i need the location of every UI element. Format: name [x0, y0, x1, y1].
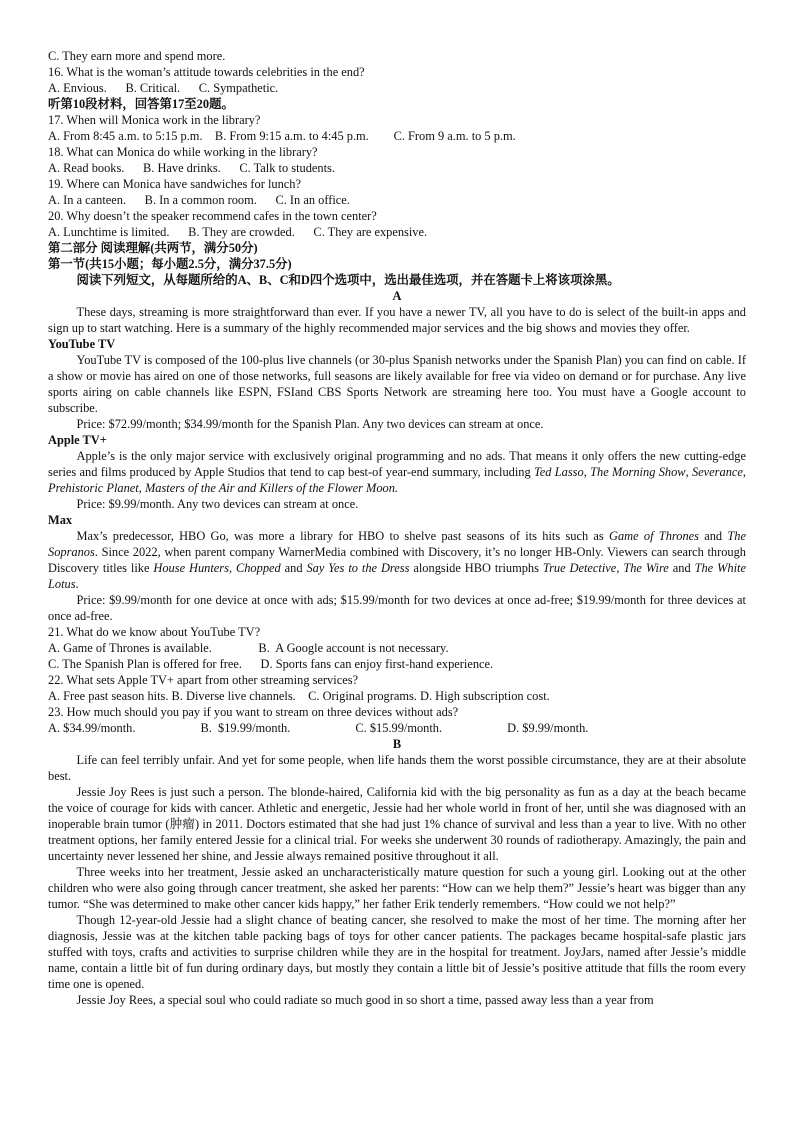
passage-b-p4: Though 12-year-old Jessie had a slight chance of beating cancer, she resolved to make the most of her time. The morning after her diagnosis, Jessie was at the kitchen table packing bags of toys for other cancer patients. The packages became hospital-safe plastic jars stuffed with toys, crafts and activities to surprise children while they are in the hospital for treatment. JoyJars, named after Jessie’s middle name, contain a little bit of fun during ordinary days, but mostly they contain a little bit of Jessie’s positive attitude that fills the room every time one is opened. — [48, 913, 746, 991]
q21-stem: 21. What do we know about YouTube TV? — [48, 625, 261, 639]
max-price: Price: $9.99/month for one device at once with ads; $15.99/month for two devices at once ad-free; $19.99/month for three devices at once ad-free. — [48, 593, 746, 623]
apple-price: Price: $9.99/month. Any two devices can stream at once. — [76, 497, 359, 511]
youtube-body: YouTube TV is composed of the 100-plus live channels (or 30-plus Spanish networks under the Spanish Plan) you can find on cable. If a show or movie has aired on one of those networks, full seasons are likely available for free via video on demand or for purchase. Any live sports airing on cable channels like ESPN, FSIand CBS Sports Network are streaming here too. You must have a Google account to subscribe. — [48, 353, 746, 415]
q23-options: A. $34.99/month. B. $19.99/month. C. $15.99/month. D. $9.99/month. — [48, 721, 589, 735]
q17-stem: 17. When will Monica work in the library? — [48, 113, 261, 127]
passage-b-p5: Jessie Joy Rees, a special soul who could radiate so much good in so short a time, passed away less than a year from — [76, 993, 654, 1007]
apple-body: Apple’s is the only major service with exclusively original programming and no ads. That means it only offers the new cutting-edge series and films produced by Apple Studios that tend to cap best-of year-end summary, including Ted Lasso, The Morning Show, Severance, Prehistoric Planet, Masters of the Air and Killers of the Flower Moon. — [48, 449, 746, 495]
q16-stem: 16. What is the woman’s attitude towards celebrities in the end? — [48, 65, 365, 79]
q21-options-row1: A. Game of Thrones is available. B. A Google account is not necessary. — [48, 641, 449, 655]
q22-stem: 22. What sets Apple TV+ apart from other streaming services? — [48, 673, 359, 687]
title-prehistoric-planet: Prehistoric Planet — [48, 481, 139, 495]
reading-instruction: 阅读下列短文，从每题所给的A、B、C和D四个选项中，选出最佳选项，并在答题卡上将该项涂黑。 — [76, 273, 620, 287]
part-two-title: 第二部分 阅读理解(共两节，满分50分) — [48, 241, 258, 255]
title-chopped: Chopped — [235, 561, 281, 575]
passage-b-p1: Life can feel terribly unfair. And yet for some people, when life hands them the worst possible circumstance, they are at their absolute best. — [48, 753, 746, 783]
q23-stem: 23. How much should you pay if you want to stream on three devices without ads? — [48, 705, 459, 719]
passage-b-p3: Three weeks into her treatment, Jessie asked an uncharacteristically mature question for such a young girl. Looking out at the other children who were also going through cancer treatment, she asked her parents: “How can we help them?” Jessie’s heart was bigger than any tumor. “She was determined to make other cancer kids happy,” her father Erik tenderly remembers. “How could we not help?” — [48, 865, 746, 911]
title-the-wire: The Wire — [623, 561, 669, 575]
q17-options: A. From 8:45 a.m. to 5:15 p.m. B. From 9:15 a.m. to 4:45 p.m. C. From 9 a.m. to 5 p.m. — [48, 129, 516, 143]
title-severance: Severance — [691, 465, 743, 479]
apple-heading: Apple TV+ — [48, 433, 107, 447]
title-true-detective: True Detective — [542, 561, 617, 575]
title-ted-lasso: Ted Lasso — [534, 465, 584, 479]
title-say-yes: Say Yes to the Dress — [306, 561, 410, 575]
title-sopranos: The Sopranos — [48, 529, 746, 559]
max-heading: Max — [48, 513, 73, 527]
max-body: Max’s predecessor, HBO Go, was more a library for HBO to shelve past seasons of its hits such as Game of Thrones and The Sopranos. Since 2022, when parent company WarnerMedia combined with Discovery, it’s no longer HB-Only. Viewers can search through Discovery titles like House Hunters, Chopped and Say Yes to the Dress alongside HBO triumphs True Detective, The Wire and The White Lotus. — [48, 529, 746, 591]
q16-options: A. Envious. B. Critical. C. Sympathetic. — [48, 81, 279, 95]
title-game-of-thrones: Game of Thrones — [609, 529, 699, 543]
section10-header: 听第10段材料，回答第17至20题。 — [48, 97, 234, 111]
passage-b-p2: Jessie Joy Rees is just such a person. The blonde-haired, California kid with the big personality as fun as a day at the beach became the voice of courage for kids with cancer. Athletic and energetic, Jessie had her whole world in front of her, until she was diagnosed with an inoperable brain tumor (肿瘤) in 2011. Doctors estimated that she had just 1% chance of survival and less than a year to live. With no other treatment options, her family entered Jessie for a clinical trial. For weeks she underwent 30 rounds of radiotherapy. Amazingly, the pain and uncertainty never lessened her shine, and Jessie always remained positive throughout it all. — [48, 785, 746, 863]
title-masters-killers: Masters of the Air and Killers of the Flower Moon. — [144, 481, 399, 495]
title-white-lotus: The White Lotus — [48, 561, 746, 591]
youtube-heading: YouTube TV — [48, 337, 116, 351]
passage-a-intro: These days, streaming is more straightforward than ever. If you have a newer TV, all you have to do is select of the built-in apps and sign up to start watching. Here is a summary of the highly recommended major services and the big shows and movies they offer. — [48, 305, 746, 335]
q19-stem: 19. Where can Monica have sandwiches for lunch? — [48, 177, 301, 191]
title-morning-show: The Morning Show — [590, 465, 686, 479]
passage-b-label: B — [392, 737, 402, 751]
q15-option-c: C. They earn more and spend more. — [48, 49, 226, 63]
q21-options-row2: C. The Spanish Plan is offered for free. D. Sports fans can enjoy first-hand experience. — [48, 657, 494, 671]
q20-stem: 20. Why doesn’t the speaker recommend cafes in the town center? — [48, 209, 377, 223]
q22-options: A. Free past season hits. B. Diverse live channels. C. Original programs. D. High subscription cost. — [48, 689, 550, 703]
passage-a-label: A — [392, 289, 402, 303]
title-house-hunters: House Hunters — [153, 561, 229, 575]
q18-stem: 18. What can Monica do while working in the library? — [48, 145, 318, 159]
q20-options: A. Lunchtime is limited. B. They are crowded. C. They are expensive. — [48, 225, 428, 239]
youtube-price: Price: $72.99/month; $34.99/month for the Spanish Plan. Any two devices can stream at once. — [76, 417, 544, 431]
q18-options: A. Read books. B. Have drinks. C. Talk to students. — [48, 161, 335, 175]
q19-options: A. In a canteen. B. In a common room. C. In an office. — [48, 193, 350, 207]
section-one-title: 第一节(共15小题；每小题2.5分，满分37.5分) — [48, 257, 292, 271]
